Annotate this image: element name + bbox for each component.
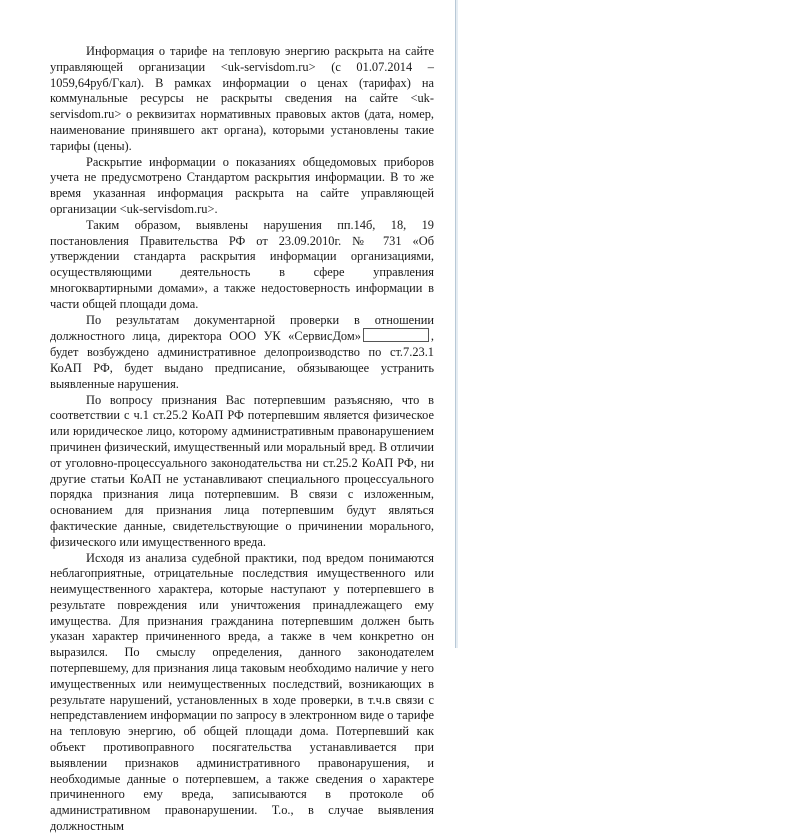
page-edge-shadow bbox=[456, 0, 458, 648]
inspection-text-before: По результатам документарной проверки в отношении должностного лица, директора ООО УК «СервисДом» bbox=[50, 312, 434, 344]
paragraph-judicial-practice: Исходя из анализа судебной практики, под вредом понимаются неблагоприятные, отрицательные последствия имущественного или неимущественного характера, которые наступают у потерпевшего в результате повреждения или уничтожения принадлежащего ему имущества. Для признания гражданина потерпевшим должен быть указан характер причиненного вреда, а также в чем конкретно он выразился. По смыслу определения, данного законодателем потерпевшему, для признания лица таковым необходимо наличие у него имущественных или неимущественных последствий, возникающих в результате нарушений, установленных в ходе проверки, в т.ч.в связи с непредставлением информации по запросу в электронном виде о тарифе на тепловую энергию, об общей площади дома. Потерпевший как объект противоправного посягательства устанавливается при выявлении признаков административного правонарушения, и необходимые данные о потерпевшем, а также сведения о характере причиненного ему вреда, записываются в протоколе об административном правонарушении. Т.о., в случае выявления должностным bbox=[50, 550, 434, 834]
inspection-text-after: , будет возбуждено административное делопроизводство по ст.7.23.1 КоАП РФ, будет выдано предписание, обязывающее устранить выявленные нарушения. bbox=[50, 329, 434, 391]
redacted-name-box bbox=[363, 328, 429, 342]
paragraph-meter-readings: Раскрытие информации о показаниях общедомовых приборов учета не предусмотрено Стандартом раскрытия информации. В то же время указанная информация раскрыта на сайте управляющей организации <uk-servisdom.ru>. bbox=[50, 154, 434, 216]
document-body bbox=[50, 44, 434, 835]
paragraph-victim-recognition: По вопросу признания Вас потерпевшим разъясняю, что в соответствии с ч.1 ст.25.2 КоАП РФ потерпевшим является физическое или юридическое лицо, которому административным правонарушением причинен физический, имущественный или моральный вред. В отличии от уголовно-процессуального законодательства ни ст.25.2 КоАП РФ, ни другие статьи КоАП не устанавливают специального процессуального порядка признания лица потерпевшим. В связи с изложенным, основанием для признания лица потерпевшим будут являться фактические данные, свидетельствующие о причинении морального, физического или имущественного вреда. bbox=[50, 392, 434, 549]
paragraph-violations: Таким образом, выявлены нарушения пп.14б, 18, 19 постановления Правительства РФ от 23.09.2010г. № 731 «Об утверждении стандарта раскрытия информации организациями, осуществляющими деятельность в сфере управления многоквартирными домами», а также недостоверность информации в части общей площади дома. bbox=[50, 217, 434, 311]
paragraph-tariff-info: Информация о тарифе на тепловую энергию раскрыта на сайте управляющей организации <uk-servisdom.ru> (с 01.07.2014 – 1059,64руб/Гкал). В рамках информации о ценах (тарифах) на коммунальные ресурсы не раскрыты сведения на сайте <uk-servisdom.ru> о реквизитах нормативных правовых актов (дата, номер, наименование принявшего акт органа), которыми установлены такие тарифы (цены). bbox=[50, 44, 434, 153]
paragraph-inspection-results bbox=[50, 313, 434, 393]
